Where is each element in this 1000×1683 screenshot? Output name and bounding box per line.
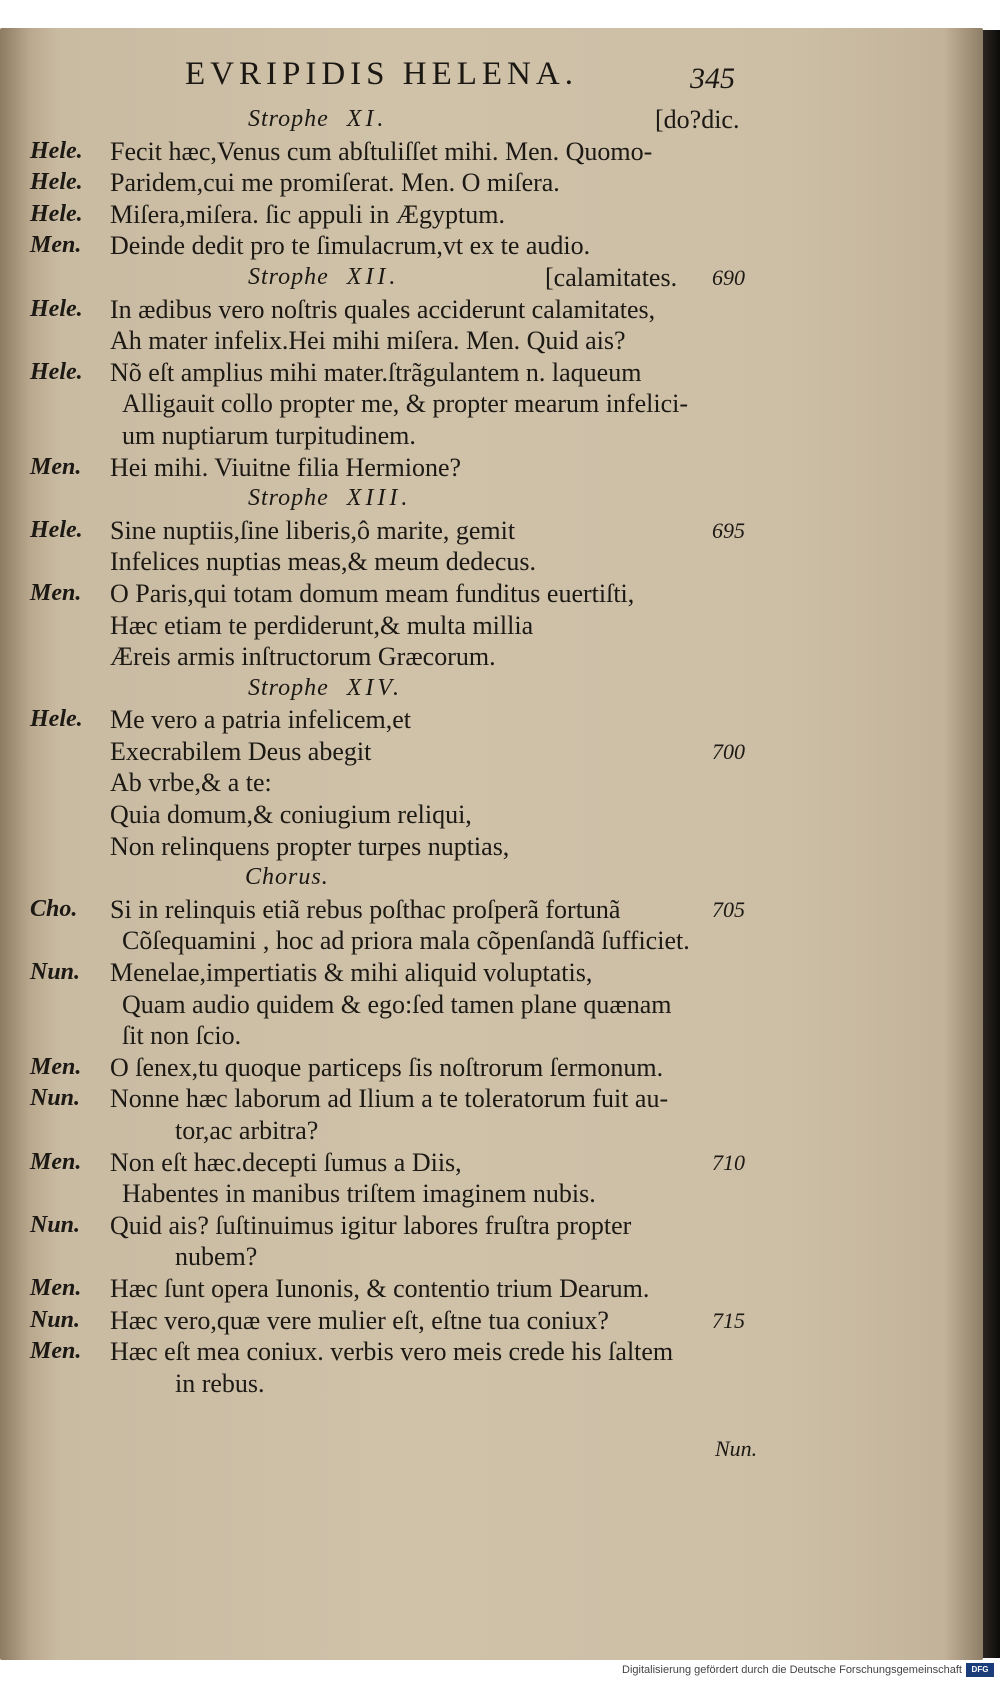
speaker-label: Nun. bbox=[30, 1085, 81, 1112]
strophe-number: XIII. bbox=[346, 485, 412, 512]
line-text: Ah mater infelix.Hei mihi miſera. Men. Quid ais? bbox=[110, 326, 626, 356]
speaker-label: Men. bbox=[30, 579, 82, 606]
line-text: Sine nuptiis,ſine liberis,ô marite, gemit bbox=[110, 515, 516, 545]
line-text: nubem? bbox=[175, 1242, 258, 1272]
line-text: Ab vrbe,& a te: bbox=[110, 768, 272, 798]
verse-line bbox=[0, 1336, 983, 1368]
strophe-word: Strophe bbox=[248, 106, 329, 132]
line-text: Deinde dedit pro te ſimulacrum,vt ex te audio. bbox=[110, 231, 591, 261]
page-header bbox=[0, 52, 983, 102]
section-heading bbox=[0, 862, 983, 894]
verse-line bbox=[0, 925, 983, 957]
verse-line bbox=[0, 610, 983, 642]
strophe-word: Strophe bbox=[248, 263, 329, 290]
section-heading bbox=[0, 104, 983, 136]
dfg-logo: DFG bbox=[966, 1663, 994, 1677]
funding-credit: Digitalisierung gefördert durch die Deutsche Forschungsgemeinschaft bbox=[622, 1664, 962, 1676]
line-number: 710 bbox=[712, 1149, 745, 1175]
speaker-label: Men. bbox=[30, 1338, 82, 1365]
speaker-label: Men. bbox=[30, 1053, 82, 1080]
verse-line bbox=[0, 767, 983, 799]
verse-line bbox=[0, 1115, 983, 1147]
verse-line bbox=[0, 1273, 983, 1305]
bracketed-note: [calamitates. bbox=[545, 262, 678, 292]
verse-line bbox=[0, 1147, 983, 1179]
line-text: O ſenex,tu quoque particeps ſis noſtrorum ſermonum. bbox=[110, 1052, 664, 1082]
line-number: 715 bbox=[712, 1307, 745, 1333]
speaker-label: Hele. bbox=[30, 706, 83, 733]
strophe-label bbox=[248, 104, 387, 136]
verse-line bbox=[0, 736, 983, 768]
line-text: O Paris,qui totam domum meam funditus euertiſti, bbox=[110, 578, 635, 608]
line-text: Hæc vero,quæ vere mulier eſt, eſtne tua coniux? bbox=[110, 1305, 609, 1335]
verse-line bbox=[0, 1305, 983, 1337]
line-number: 690 bbox=[712, 264, 745, 290]
play-text bbox=[0, 104, 983, 1399]
strophe-word: Strophe bbox=[248, 674, 329, 701]
line-text: Fecit hæc,Venus cum abſtuliſſet mihi. Men. Quomo- bbox=[110, 136, 653, 166]
speaker-label: Nun. bbox=[30, 959, 81, 986]
line-text: in rebus. bbox=[175, 1368, 265, 1398]
bracketed-note: [do?dic. bbox=[655, 105, 740, 134]
verse-line bbox=[0, 452, 983, 484]
line-text: Me vero a patria infelicem,et bbox=[110, 705, 412, 735]
strophe-number: XI. bbox=[346, 106, 388, 132]
line-text: Cõſequamini , hoc ad priora mala cõpenſandã ſufficiet. bbox=[122, 926, 690, 956]
strophe-label bbox=[248, 262, 399, 294]
speaker-label: Cho. bbox=[30, 895, 78, 922]
speaker-label: Nun. bbox=[30, 1306, 81, 1333]
verse-line bbox=[0, 1083, 983, 1115]
line-text: tor,ac arbitra? bbox=[175, 1116, 319, 1145]
verse-line bbox=[0, 1178, 983, 1210]
speaker-label: Hele. bbox=[30, 358, 83, 385]
line-text: Æreis armis inſtructorum Græcorum. bbox=[110, 642, 496, 672]
verse-line bbox=[0, 578, 983, 610]
line-text: ſit non ſcio. bbox=[122, 1021, 242, 1051]
section-heading bbox=[0, 483, 983, 515]
line-text: In ædibus vero noſtris quales acciderunt calamitates, bbox=[110, 294, 656, 324]
line-text: Paridem,cui me promiſerat. Men. O miſera. bbox=[110, 168, 560, 198]
line-text: Quam audio quidem & ego:ſed tamen plane quænam bbox=[122, 989, 672, 1019]
catchword: Nun. bbox=[715, 1436, 758, 1461]
speaker-label: Men. bbox=[30, 232, 82, 259]
speaker-label: Hele. bbox=[30, 137, 83, 164]
line-text: Execrabilem Deus abegit bbox=[110, 736, 372, 766]
page-number: 345 bbox=[690, 62, 735, 95]
verse-line bbox=[0, 1020, 983, 1052]
speaker-label: Men. bbox=[30, 453, 82, 480]
line-text: Quid ais? ſuſtinuimus igitur labores fruſtra propter bbox=[110, 1210, 632, 1240]
section-heading bbox=[0, 262, 983, 294]
strophe-number: XIV. bbox=[346, 674, 403, 701]
strophe-label bbox=[248, 673, 403, 705]
speaker-label: Men. bbox=[30, 1274, 82, 1301]
line-number: 700 bbox=[712, 738, 745, 764]
verse-line bbox=[0, 704, 983, 736]
verse-line bbox=[0, 420, 983, 452]
speaker-label: Nun. bbox=[30, 1211, 81, 1238]
line-text: Quia domum,& coniugium reliqui, bbox=[110, 800, 472, 830]
verse-line bbox=[0, 1368, 983, 1400]
running-title: EVRIPIDIS HELENA. bbox=[185, 56, 578, 92]
line-text: Non relinquens propter turpes nuptias, bbox=[110, 831, 510, 861]
verse-line bbox=[0, 957, 983, 989]
line-text: Hæc etiam te perdiderunt,& multa millia bbox=[110, 610, 534, 640]
verse-line bbox=[0, 167, 983, 199]
line-number: 695 bbox=[712, 517, 745, 543]
verse-line bbox=[0, 546, 983, 578]
line-text: Miſera,miſera. ſic appuli in Ægyptum. bbox=[110, 199, 505, 229]
line-text: Hæc eſt mea coniux. verbis vero meis crede his ſaltem bbox=[110, 1337, 674, 1367]
verse-line bbox=[0, 357, 983, 389]
speaker-label: Hele. bbox=[30, 516, 83, 543]
line-text: Nõ eſt amplius mihi mater.ſtrãgulantem n. laqueum bbox=[110, 357, 642, 387]
line-text: Menelae,impertiatis & mihi aliquid voluptatis, bbox=[110, 958, 593, 988]
line-text: Non eſt hæc.decepti ſumus a Diis, bbox=[110, 1147, 462, 1177]
line-text: Infelices nuptias meas,& meum dedecus. bbox=[110, 547, 536, 577]
verse-line bbox=[0, 641, 983, 673]
line-text: Habentes in manibus triſtem imaginem nubis. bbox=[122, 1179, 596, 1209]
strophe-label bbox=[248, 483, 411, 515]
strophe-word: Strophe bbox=[248, 485, 329, 512]
verse-line bbox=[0, 894, 983, 926]
line-text: Nonne hæc laborum ad Ilium a te toleratorum fuit au- bbox=[110, 1084, 669, 1114]
strophe-label bbox=[245, 862, 329, 894]
page-edge-shadow bbox=[983, 30, 1000, 1658]
strophe-number: XII. bbox=[346, 263, 400, 290]
verse-line bbox=[0, 294, 983, 326]
section-heading bbox=[0, 673, 983, 705]
verse-line bbox=[0, 325, 983, 357]
verse-line bbox=[0, 515, 983, 547]
verse-line bbox=[0, 799, 983, 831]
verse-line bbox=[0, 230, 983, 262]
verse-line bbox=[0, 136, 983, 168]
verse-line bbox=[0, 1210, 983, 1242]
speaker-label: Hele. bbox=[30, 295, 83, 322]
line-text: Hei mihi. Viuitne filia Hermione? bbox=[110, 452, 462, 482]
verse-line bbox=[0, 831, 983, 863]
footer bbox=[0, 1660, 1000, 1683]
verse-line bbox=[0, 388, 983, 420]
verse-line bbox=[0, 989, 983, 1021]
speaker-label: Men. bbox=[30, 1148, 82, 1175]
line-number: 705 bbox=[712, 896, 745, 922]
verse-line bbox=[0, 1052, 983, 1084]
line-text: Si in relinquis etiã rebus poſthac proſperã fortunã bbox=[110, 894, 621, 924]
verse-line bbox=[0, 1241, 983, 1273]
line-text: Hæc ſunt opera Iunonis, & contentio trium Dearum. bbox=[110, 1273, 650, 1303]
verse-line bbox=[0, 199, 983, 231]
line-text: um nuptiarum turpitudinem. bbox=[122, 420, 416, 450]
speaker-label: Hele. bbox=[30, 200, 83, 227]
strophe-word: Chorus. bbox=[245, 864, 329, 891]
speaker-label: Hele. bbox=[30, 169, 83, 196]
line-text: Alligauit collo propter me, & propter mearum infelici- bbox=[122, 389, 689, 419]
